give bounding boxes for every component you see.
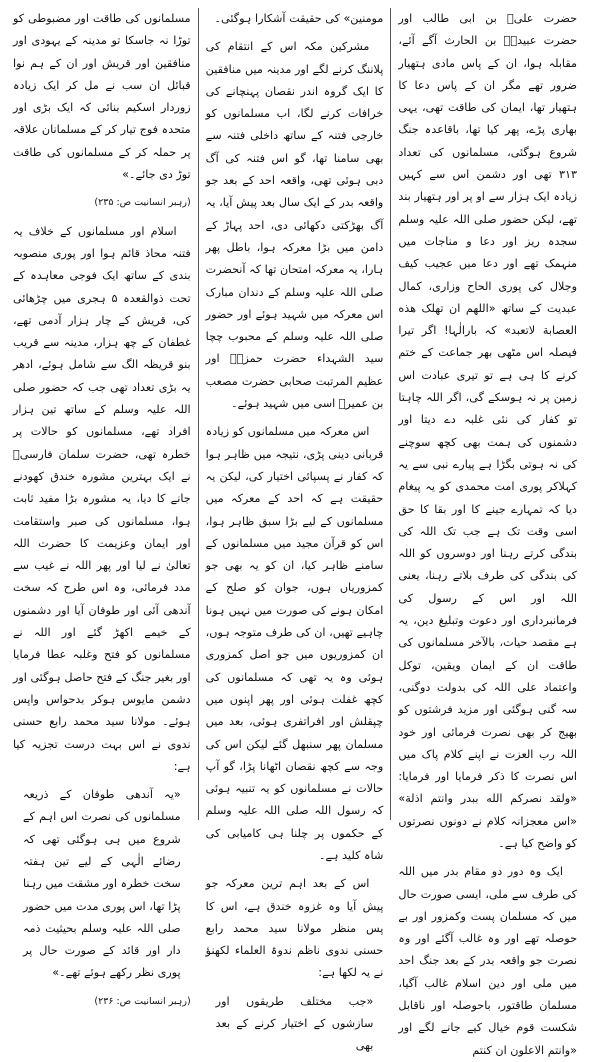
quote: «یہ آندھی طوفان کے ذریعہ مسلمانوں کی نصرت اس اہم کے شروع میں ہی ہوگئی تھی کہ رضائے الٰہی کے لیے تین ہفتہ سخت خطرہ اور مشقت میں رہنا پڑا تھا، اس پوری مدت میں حضور صلی اللہ علیہ وسلم بحیثیت ذمہ دار اور قائد کے صورت حال پر پوری نظر رکھے ہوئے تھے۔» bbox=[23, 788, 181, 980]
paragraph: اسلام اور مسلمانوں کے خلاف یہ فتنہ محاذ قائم ہوا اور پوری منصوبہ بندی کے ساتھ ایک فوجی معاہدہ کے تحت ذوالقعدہ ۵ ہجری میں چڑھائی کی، قریش کے چار ہزار آدمی تھے، غطفان کے چھ ہزار، مدینہ سے قریب بنو قریظہ الگ سے شامل ہوئے، ادھر یہ بڑی تعداد تھی جب کہ حضور صلی اللہ علیہ وسلم کے ساتھ تین ہزار افراد تھے، مسلمانوں کو حالات پر خطرہ تھی، حضرت سلمان فارسیؓ نے ایک بہترین مشورہ خندق کھودنے جانے کا دیا، یہ مشورہ بڑا مفید ثابت ہوا، مسلمانوں کی صبر واستقامت اور ایمان وعزیمت کا حضرت اللہ تعالیٰ نے لیا اور پھر اللہ نے غیب سے مدد فرمائی، وہ اس طرح کہ سخت آندھی آئی اور طوفان آیا اور دشمنوں کے خیمے اکھڑ گئے اور اللہ نے مسلمانوں کو فتح وغلبہ عطا فرمایا اور بغیر جنگ کے فتح حاصل ہوگئی اور دشمن مایوس ہوکر بدحواس واپس ہوئے۔ مولانا سید محمد رابع حسنی ندوی نے اس بہت درست تجزیہ کیا ہے: bbox=[13, 224, 191, 773]
paragraph: حضرت علیؓ بن ابی طالب اور حضرت عبیدہؓ بن الحارث آگے آئے، مقابلہ ہوا، ان کے پاس مادی ہتھیار ضرور تھے مگر ان کے پاس دعا کا ہتھیار تھا، ایمان کی طاقت تھی، یہی بھاری پڑے، پھر کیا تھا، باقاعدہ جنگ شروع ہوگئی، مسلمانوں کی تعداد ۳۱۳ تھی اور دشمن اس سے کہیں زیادہ ایک ہزار سے او پر اور ہتھیار بند تھے، لیکن حضور صلی اللہ علیہ وسلم سجدہ ریز اور دعا و مناجات میں منہمک تھے اور دعا میں عجیب کیف وجلال کی پوری الحاح وزاری، کمال عبدیت کے ساتھ «اللهم ان تهلک هذه العصابة لاتعبد» کہ بارالٰہا! اگر تیرا فیصلہ اس مٹھی بھر جماعت کے ختم کرنے کا ہی ہے تو تیری عبادت اس زمین پر نہ ہوسکے گی، اگر اللہ چاہتا تو کفار کی نئی غلبہ دے دیتا اور دشمنوں کی ہمت بھی کچھ سوچنے کی نہ ہوتی بگڑا ہے پیارے نبی سے یہ کہلاکر پوری امت محمدی کو یہ پیغام دیا کہ تمہارے جینے کا اور بقا کا حق اسی وقت تک ہے جب تک اللہ کی بندگی کرتے رہنا اور دوسروں کو اللہ کی بندگی کی طرف بلاتے رہنا، یعنی اللہ اور اس کے رسول کی فرمانبرداری اور دعوت وتبلیغ دین، یہ ہے مقصد حیات، بالآخر مسلمانوں کی طاقت ان کے ایمان ویقین، توکل واعتماد علی اللہ کی بدولت دوگنی، سہ گنی ہوگئی اور مزید فرشتوں کو بھیج کر بھی نصرت فرمائی اور خود اللہ رب العزت نے اپنے کلام پاک میں اس نصرت کا ذکر فرمایا اور فرمایا: «ولقد نصركم الله ببدر وانتم اذلة» «اس معجزانہ کلام نے دونوں نصرتوں کو واضح کیا ہے۔ bbox=[398, 12, 577, 850]
citation bbox=[13, 991, 191, 1013]
citation-text: (رہبر انسانیت ص: ۲۳۶) bbox=[94, 995, 191, 1007]
three-column-layout bbox=[6, 8, 584, 1057]
paragraph: مشرکین مکہ اس کے انتقام کی پلاننگ کرنے لگے اور مدینہ میں منافقین کا ایک گروہ اندر نقصان پہنچانے کی خرافات کرنے لگا، اب مسلمانوں کو خارجی فتنہ کے ساتھ داخلی فتنہ سے بھی سامنا تھا، گو اس فتنہ کی آگ دبی ہوئی تھی، واقعہ احد کے بعد جو واقعہ بدر کے ایک سال بعد پیش آیا، یہ آگ بھڑکتی دکھائی دی، احد پہاڑ کے دامن میں بڑا معرکہ ہوا، باطل پھر ہارا، یہ معرکہ امتحان تھا کہ آنحضرت صلی اللہ علیہ وسلم کے دندان مبارک اس معرکہ میں شہید ہوئے اور حضور صلی اللہ علیہ وسلم کے محبوب چچا سید الشہداء حضرت حمزہؓ اور عظیم المرتبت صحابی حضرت مصعب بن عمیرؓ اسی میں شہید ہوئے۔ bbox=[205, 40, 384, 411]
paragraph-closing: ایک وہ دور دو مقام بدر میں اللہ کی طرف سے ملی، ایسی صورت حال میں کہ مسلمان پست وکمزور اور بے حوصلہ تھے اور وہ غالب آگئے اور وہ نصرت جو واقعہ بدر کے بعد جنگ احد میں ملی اور دین اسلام غالب آگیا، مسلمان طاقتور، باحوصلہ اور ناقابل شکست قوم خیال کیے جانے لگے اور «وانتم الاعلون ان كنتم bbox=[398, 865, 577, 1057]
paragraph: اس کے بعد اہم ترین معرکہ جو پیش آیا وہ غزوہ خندق ہے، اس کا پس منظر مولانا سید محمد رابع حسنی ندوی ناظم ندوۃ العلماء لکھنؤ نے یہ لکھا ہے: bbox=[205, 877, 384, 980]
column-left bbox=[6, 8, 199, 1007]
column-middle bbox=[199, 8, 392, 1053]
quote: «جب مختلف طریقوں اور سازشوں کے اختیار کرنے کے بعد بھی bbox=[215, 994, 374, 1053]
paragraph: مومنین» کی حقیقت آشکارا ہوگئی۔ bbox=[214, 12, 384, 25]
paragraph: مسلمانوں کی طاقت اور مضبوطی کو توڑا نہ جاسکا تو مدینہ کے یہودی اور منافقین اور قریش اور ان کے ہم نوا قبائل ان سب نے مل کر ایک زیادہ زوردار اسکیم بنائی کہ ایک بڑی اور متحدہ فوج تیار کر کے مسلمانان علاقہ پر حملہ کر کے مسلمانوں کی طاقت توڑ دی جائے۔» bbox=[13, 12, 191, 182]
paragraph: اس معرکہ میں مسلمانوں کو زیادہ قربانی دینی پڑی، نتیجہ میں ظاہر ہوا کہ کفار نے پسپائی اختیار کی، لیکن یہ حقیقت ہے کہ احد کے معرکہ میں مسلمانوں کے لیے بڑا سبق ظاہر ہوا، اس کو قرآن مجید میں مسلمانوں کے سامنے ظاہر کیا، ان کو یہ بھی جو کمزوریاں ہوں، جوان کو صلح کے امکان ہونے کی صورت میں نہیں ہونا چاہیے تھیں، ان کی طرف متوجہ ہوں، ان کمزوریوں میں جو اصل کمزوری ہوئی وہ یہ تھی کہ مسلمانوں کی کچھ غفلت ہوئی اور پھر اپنوں میں چپقلش اور افراتفری ہوئی، بعد میں مسلمان پھر سنبھل گئے لیکن اس کی وجہ سے کچھ نقصان اٹھانا پڑا، گو آپ حالات نے مسلمانوں کو یہ تنبیہ ہوئی کہ رسول اللہ صلی اللہ علیہ وسلم کے حکموں پر چلنا ہی کامیابی کی شاہ کلید ہے۔ bbox=[205, 425, 384, 862]
citation bbox=[13, 192, 191, 214]
column-right bbox=[391, 8, 584, 1057]
citation-text: (رہبر انسانیت ص: ۲۳۵) bbox=[94, 197, 191, 209]
